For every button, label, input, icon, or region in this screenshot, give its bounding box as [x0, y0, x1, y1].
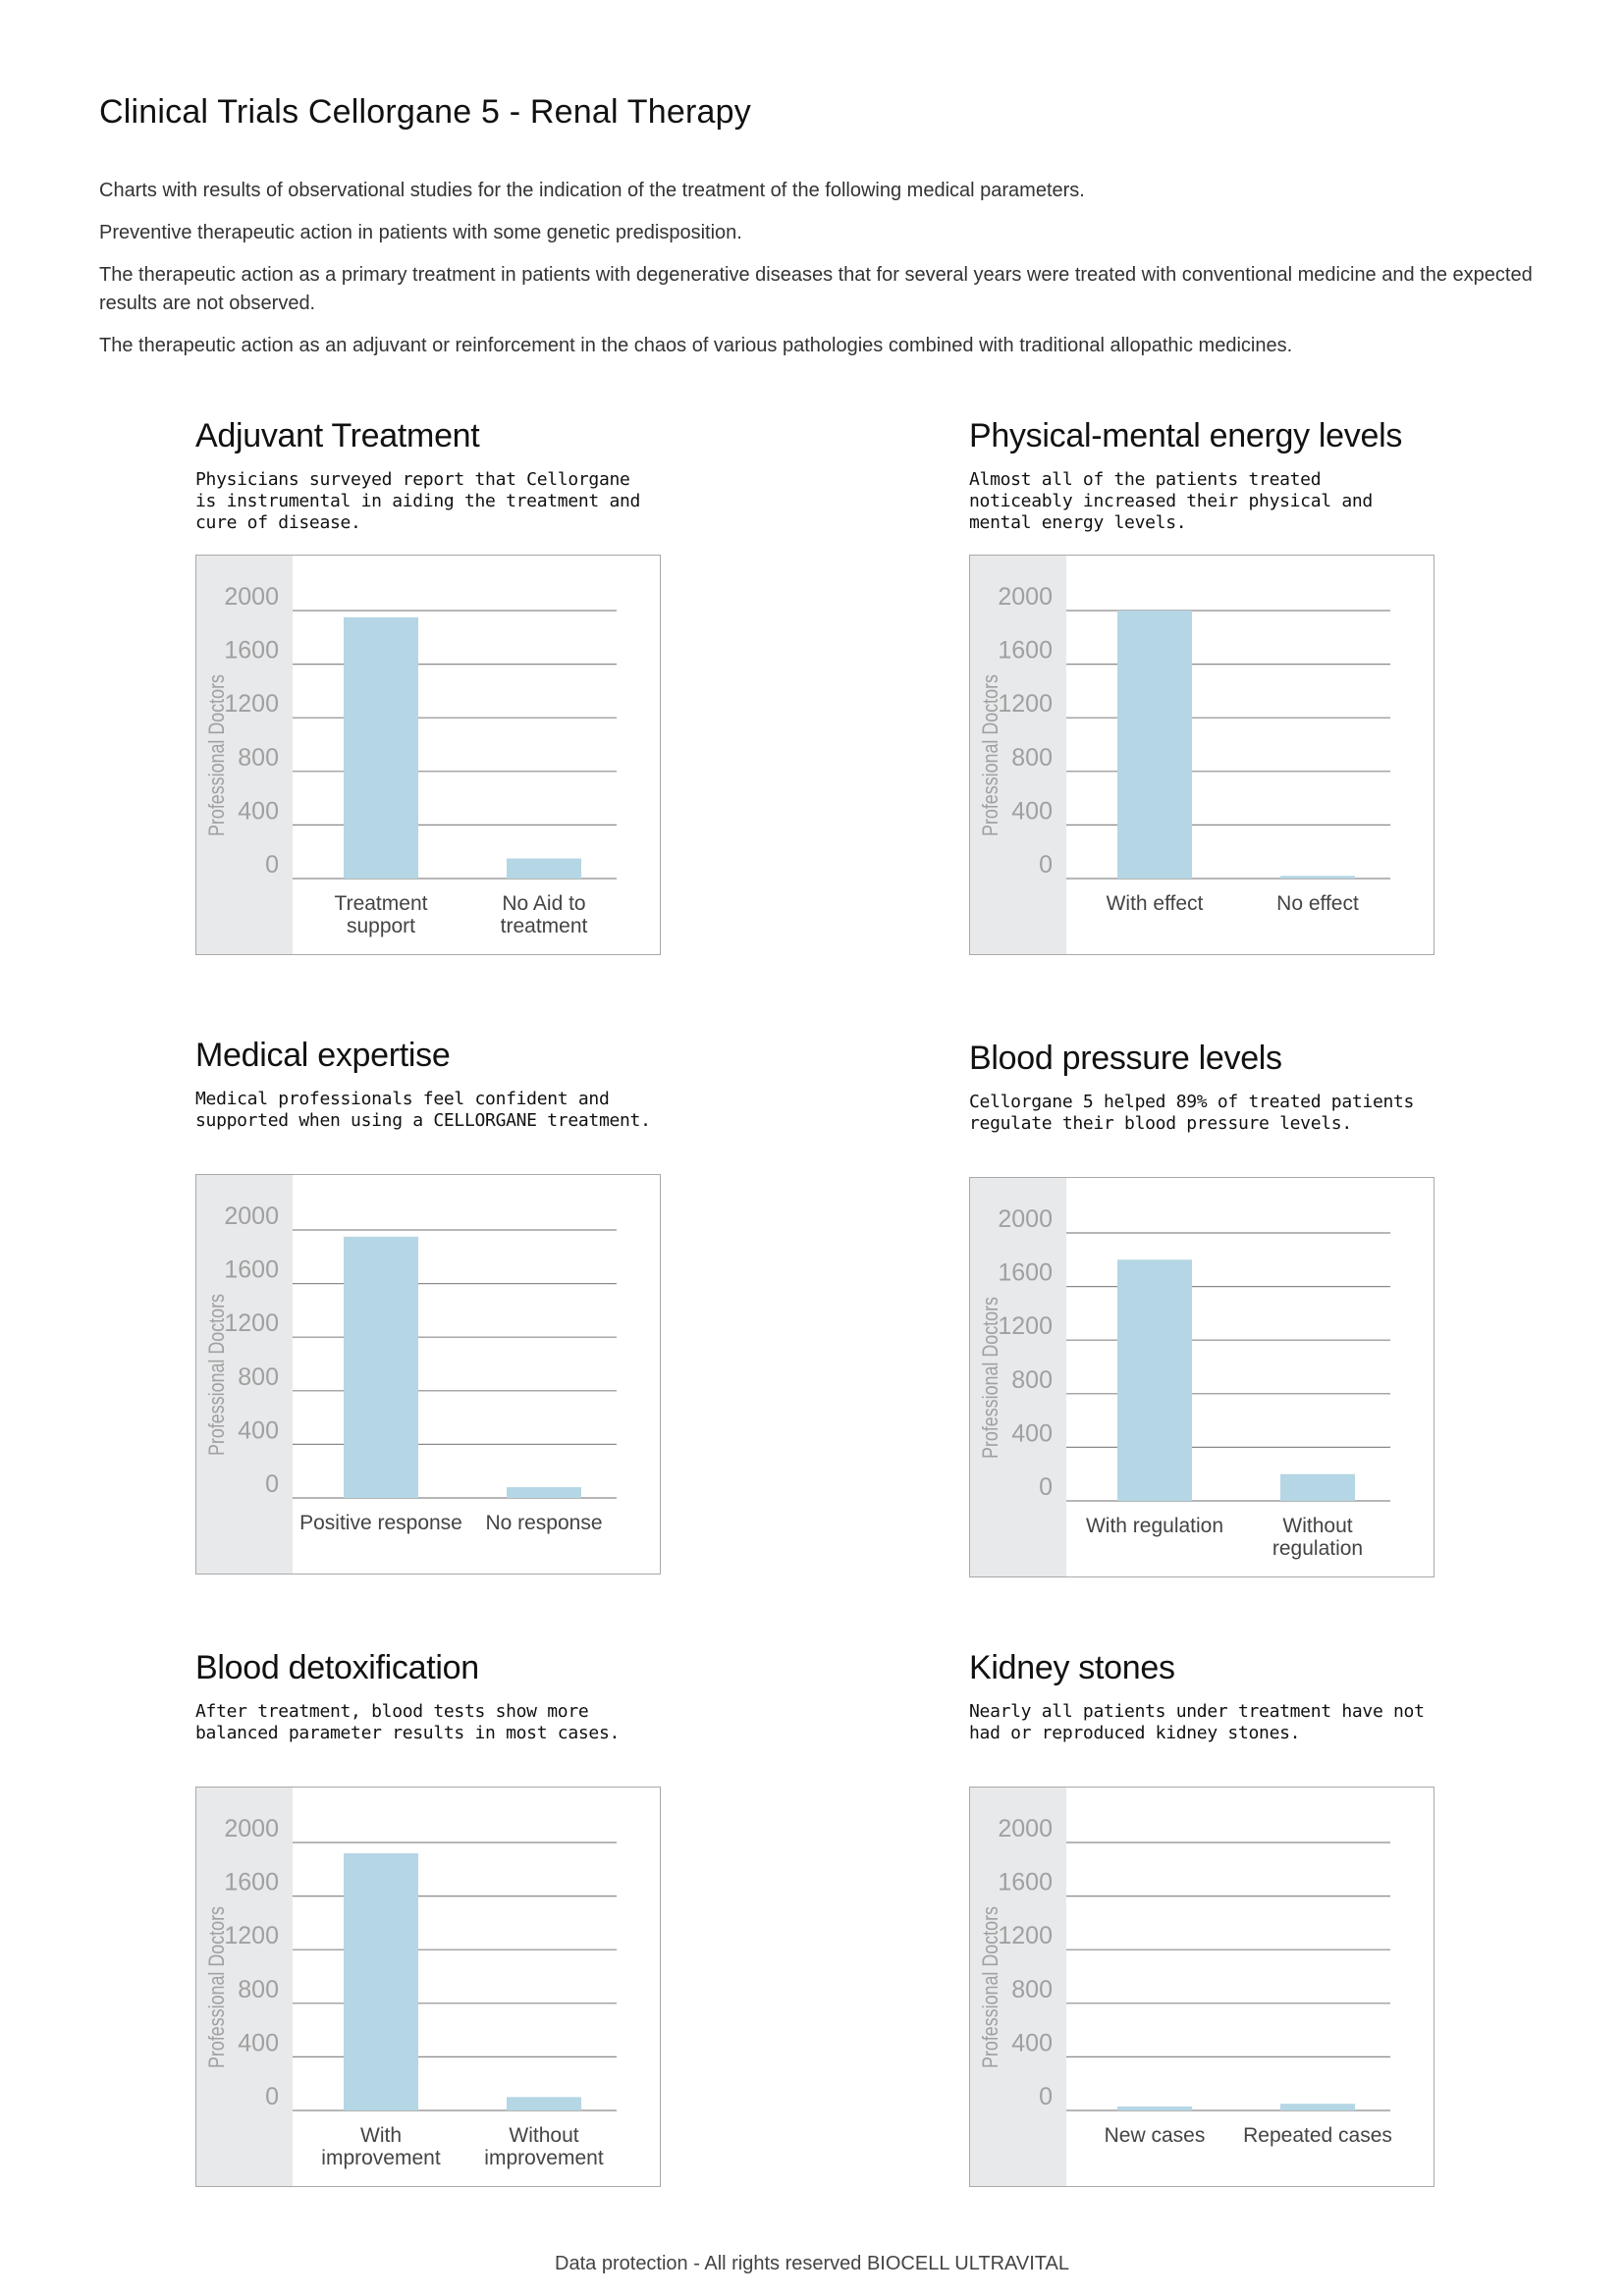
x-tick-label: Without [1282, 1515, 1353, 1537]
x-tick-label: With effect [1106, 892, 1204, 915]
x-tick-label: treatment [500, 915, 588, 937]
chart-subtitle: Physicians surveyed report that Cellorgane is instrumental in aiding the treatment and cure of disease. [195, 469, 641, 533]
y-tick-label: 1600 [998, 1868, 1053, 1896]
x-tick-label: Repeated cases [1243, 2124, 1392, 2147]
bar-chart [970, 556, 1435, 956]
chart-subtitle: Medical professionals feel confident and supported when using a CELLORGANE treatment. [195, 1089, 651, 1131]
y-tick-label: 400 [1011, 2029, 1053, 2057]
y-tick-label: 0 [265, 851, 279, 879]
y-tick-label: 0 [265, 1470, 279, 1498]
bar [507, 2097, 581, 2110]
y-tick-label: 0 [1039, 2083, 1053, 2110]
chart-card-medical-expertise [195, 1037, 706, 1616]
chart-title: Blood detoxification [195, 1649, 479, 1686]
y-tick-label: 1600 [224, 1255, 279, 1284]
y-tick-label: 0 [265, 2083, 279, 2110]
chart-card-blood-detoxification [195, 1649, 706, 2228]
y-tick-label: 2000 [224, 583, 279, 611]
y-tick-label: 2000 [998, 1205, 1053, 1233]
chart-subtitle: Almost all of the patients treated noticeably increased their physical and mental energy levels. [969, 469, 1373, 533]
chart-frame [195, 1787, 661, 2187]
chart-frame [969, 555, 1435, 955]
y-axis-label: Professional Doctors [204, 1869, 229, 2068]
chart-frame [969, 1787, 1435, 2187]
bar-chart [196, 1175, 662, 1575]
x-tick-label: No response [485, 1512, 603, 1534]
y-tick-label: 400 [238, 797, 279, 826]
bar-chart [196, 556, 662, 956]
bar [507, 859, 581, 879]
intro-paragraph: Charts with results of observational studies for the indication of the treatment of the following medical parameters. [99, 180, 1085, 201]
bar [344, 1237, 418, 1498]
chart-subtitle: Cellorgane 5 helped 89% of treated patients regulate their blood pressure levels. [969, 1092, 1415, 1134]
x-tick-label: Without [509, 2124, 579, 2147]
y-tick-label: 800 [238, 1975, 279, 2003]
chart-frame [195, 1174, 661, 1575]
y-tick-label: 800 [238, 743, 279, 772]
bar [1117, 2107, 1192, 2110]
intro-paragraph: The therapeutic action as an adjuvant or reinforcement in the chaos of various pathologies combined with traditional allopathic medicines. [99, 335, 1293, 356]
y-tick-label: 400 [1011, 797, 1053, 826]
chart-frame [969, 1177, 1435, 1577]
chart-title: Blood pressure levels [969, 1040, 1282, 1077]
y-tick-label: 1600 [224, 636, 279, 665]
y-axis-label: Professional Doctors [978, 1259, 1002, 1459]
chart-subtitle: After treatment, blood tests show more balanced parameter results in most cases. [195, 1701, 621, 1743]
x-tick-label: improvement [484, 2147, 604, 2169]
footer-text: Data protection - All rights reserved BIOCELL ULTRAVITAL [555, 2253, 1069, 2274]
chart-card-blood-pressure [969, 1040, 1480, 1619]
bar [1280, 1474, 1355, 1501]
intro-text [99, 177, 1533, 374]
y-tick-label: 800 [1011, 743, 1053, 772]
y-axis-label: Professional Doctors [978, 637, 1002, 836]
intro-paragraph: The therapeutic action as a primary treatment in patients with degenerative diseases that for several years were treated with conventional medicine and the expected results are not observed. [99, 264, 1533, 314]
bar [1117, 1259, 1192, 1501]
x-tick-label: Treatment [334, 892, 428, 915]
y-tick-label: 0 [1039, 851, 1053, 879]
chart-card-physical-mental-energy [969, 417, 1480, 996]
y-axis-label: Professional Doctors [204, 637, 229, 836]
y-tick-label: 1600 [224, 1868, 279, 1896]
y-tick-label: 1600 [998, 636, 1053, 665]
y-tick-label: 800 [1011, 1975, 1053, 2003]
y-axis-label: Professional Doctors [978, 1869, 1002, 2068]
y-tick-label: 0 [1039, 1473, 1053, 1501]
bar [1280, 2104, 1355, 2110]
bar [1280, 876, 1355, 879]
y-tick-label: 1200 [224, 1922, 279, 1950]
y-axis-label: Professional Doctors [204, 1256, 229, 1456]
chart-title: Kidney stones [969, 1649, 1175, 1686]
y-tick-label: 2000 [998, 583, 1053, 611]
y-tick-label: 1200 [998, 1312, 1053, 1341]
bar [1117, 611, 1192, 879]
y-tick-label: 1200 [998, 690, 1053, 719]
x-tick-label: New cases [1104, 2124, 1206, 2147]
x-tick-label: With regulation [1085, 1515, 1224, 1537]
bar [344, 617, 418, 879]
x-tick-label: improvement [321, 2147, 441, 2169]
x-tick-label: No Aid to [502, 892, 586, 915]
bar-chart [196, 1788, 662, 2188]
bar-chart [970, 1788, 1435, 2188]
chart-frame [195, 555, 661, 955]
chart-card-adjuvant-treatment [195, 417, 706, 996]
y-tick-label: 400 [238, 2029, 279, 2057]
chart-subtitle: Nearly all patients under treatment have not had or reproduced kidney stones. [969, 1701, 1425, 1743]
y-tick-label: 400 [1011, 1419, 1053, 1448]
chart-card-kidney-stones [969, 1649, 1480, 2228]
bar [507, 1487, 581, 1498]
x-tick-label: support [346, 915, 416, 937]
bar-chart [970, 1178, 1435, 1578]
y-tick-label: 1200 [224, 1309, 279, 1338]
y-tick-label: 2000 [224, 1202, 279, 1230]
y-tick-label: 2000 [224, 1815, 279, 1842]
y-tick-label: 1600 [998, 1258, 1053, 1287]
intro-paragraph: Preventive therapeutic action in patients with some genetic predisposition. [99, 222, 742, 243]
x-tick-label: Positive response [299, 1512, 462, 1534]
chart-title: Physical-mental energy levels [969, 417, 1403, 454]
chart-title: Adjuvant Treatment [195, 417, 480, 454]
y-tick-label: 400 [238, 1416, 279, 1445]
page-title: Clinical Trials Cellorgane 5 - Renal Therapy [99, 93, 751, 131]
chart-title: Medical expertise [195, 1037, 451, 1074]
y-tick-label: 1200 [998, 1922, 1053, 1950]
x-tick-label: With [360, 2124, 402, 2147]
y-tick-label: 800 [238, 1362, 279, 1391]
x-tick-label: No effect [1276, 892, 1359, 915]
y-tick-label: 1200 [224, 690, 279, 719]
y-tick-label: 2000 [998, 1815, 1053, 1842]
x-tick-label: regulation [1272, 1537, 1364, 1560]
y-tick-label: 800 [1011, 1365, 1053, 1394]
bar [344, 1853, 418, 2110]
